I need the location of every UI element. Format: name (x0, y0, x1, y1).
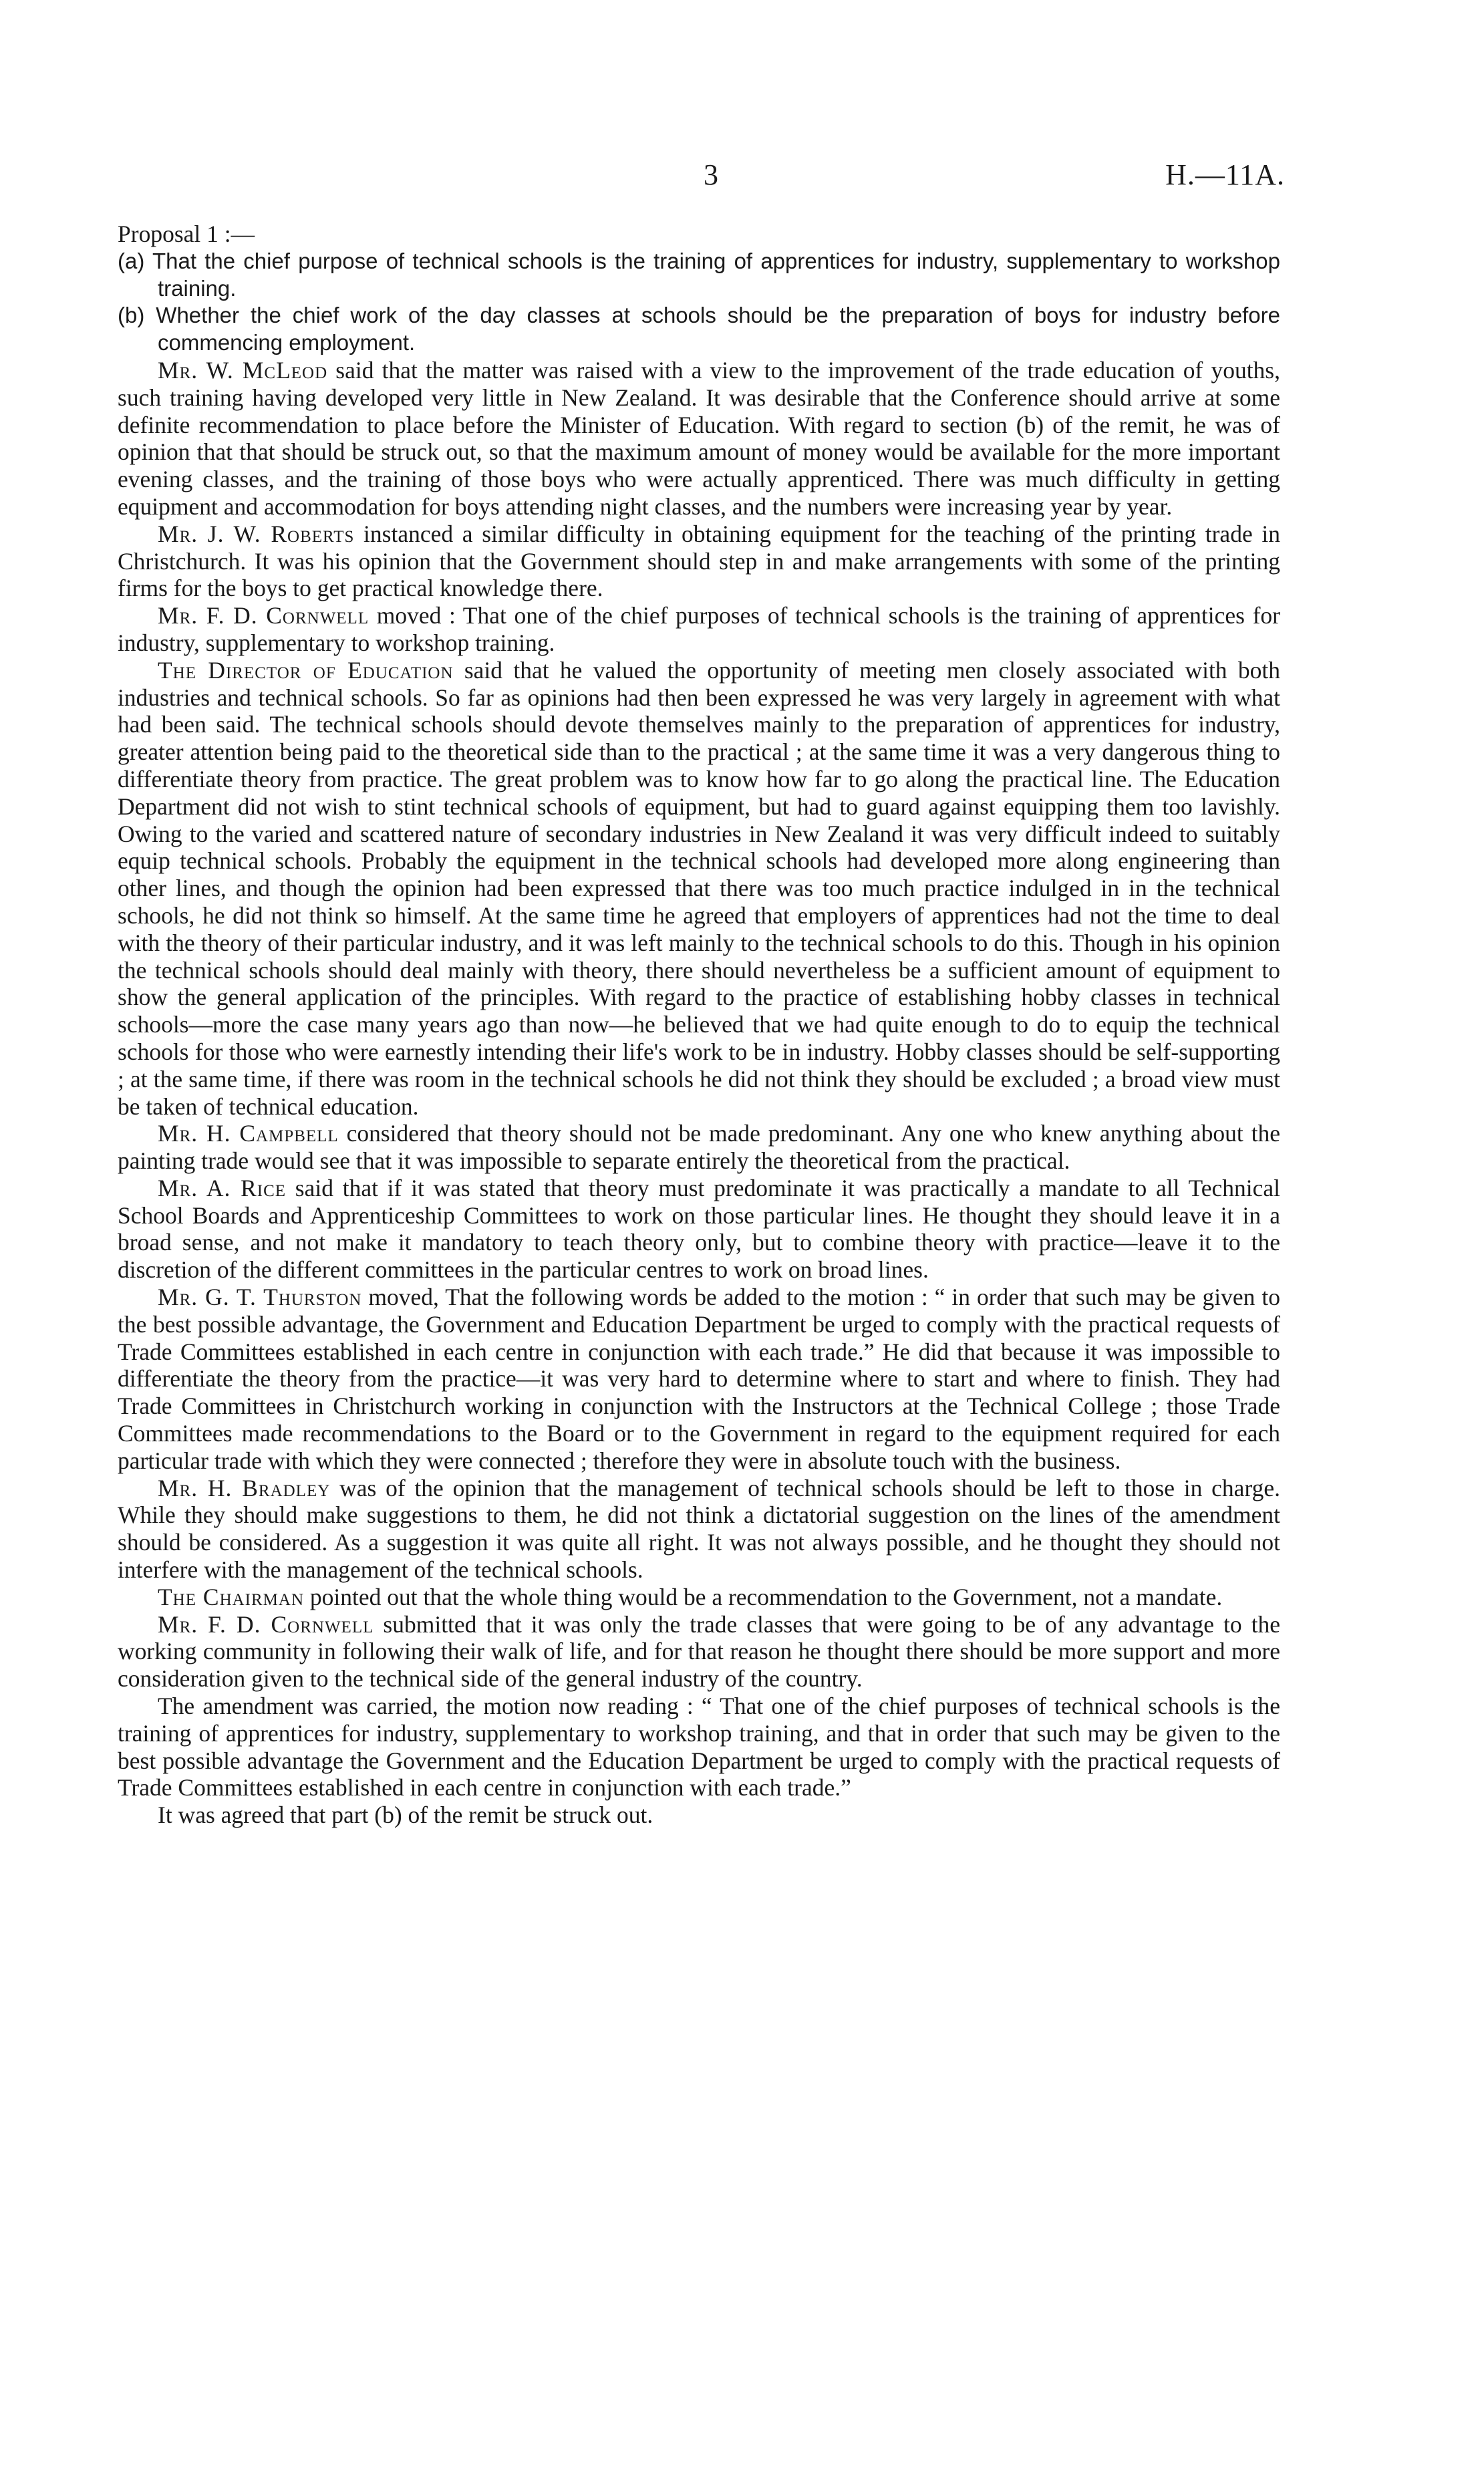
speaker-name: Mr. G. T. Thurston (158, 1284, 362, 1311)
speaker-name: Mr. W. McLeod (158, 356, 328, 384)
proposal-item-a (118, 248, 1280, 303)
paragraph-text: said that if it was stated that theory must predominate it was practically a mandate to all Technical School Boards and Apprenticeship Committees to work on those particular lines. He thought they should leave it in a broad sense, and not make it mandatory to teach theory only, but to combine theory with practice—leave it to the discretion of the different committees in the particular centres to work on broad lines. (118, 1174, 1281, 1284)
paragraph-text: said that he valued the opportunity of meeting men closely associated with both industries and technical schools. So far as opinions had then been expressed he was very largely in agreement with what had been said. The technical schools should devote themselves mainly to the preparation of apprentices for industry, greater attention being paid to the theoretical side than to the practical ; at the same time it was a very dangerous thing to differentiate theory from practice. The great problem was to know how far to go along the practical line. The Education Department did not wish to stint technical schools of equipment, but had to guard against equipping them too lavishly. Owing to the varied and scattered nature of secondary industries in New Zealand it was very difficult indeed to suitably equip technical schools. Probably the equipment in the technical schools had developed more along engineering than other lines, and though the opinion had been expressed that there was too much practice indulged in in the technical schools, he did not think so himself. At the same time he agreed that employers of apprentices had not the time to deal with the theory of their particular industry, and it was left mainly to the technical schools to do this. Though in his opinion the technical schools should deal mainly with theory, there should nevertheless be a sufficient amount of equipment to show the general application of the principles. With regard to the practice of establishing hobby classes in technical schools—more the case many years ago than now—he believed that we had quite enough to do to equip the technical schools for those who were earnestly intending their life's work to be in industry. Hobby classes should be self-supporting ; at the same time, if there was room in the technical schools he did not think they should be excluded ; a broad view must be taken of technical education. (118, 656, 1280, 1120)
speaker-name: Mr. H. Bradley (158, 1474, 331, 1501)
proposal-item-text: That the chief purpose of technical schools is the training of apprentices for industry, supplementary to workshop training. (152, 248, 1280, 301)
paragraph-text: said that the matter was raised with a view to the improvement of the trade education of youths, such training having developed very little in New Zealand. It was desirable that the Conference should arrive at some definite recommendation to place before the Minister of Education. With regard to section (b) of the remit, he was of opinion that that should be struck out, so that the maximum amount of money would be available for the more important evening classes, and the training of those boys who were actually apprenticed. There was much difficulty in getting equipment and accommodation for boys attending night classes, and the numbers were increasing year by year. (118, 356, 1280, 520)
paragraph-text: It was agreed that part (b) of the remit be struck out. (158, 1801, 653, 1829)
paragraph-text: was of the opinion that the management of technical schools should be left to those in charge. While they should make suggestions to them, he did not think a dictatorial suggestion on the lines of the amendment should be considered. As a suggestion it was quite all right. It was not always possible, and he thought they should not interfere with the management of the technical schools. (118, 1474, 1281, 1584)
paragraph (118, 1120, 1280, 1175)
paragraph-text: moved : That one of the chief purposes of technical schools is the training of apprentices for industry, supplementary to workshop training. (118, 602, 1280, 656)
proposal-item-marker: (b) (118, 303, 145, 328)
speaker-name: Mr. F. D. Cornwell (158, 1610, 374, 1638)
paragraph (118, 1175, 1280, 1284)
paragraph-text: submitted that it was only the trade classes that were going to be of any advantage to the working community in following their walk of life, and for that reason he thought there should be more support and more consideration given to the technical side of the general industry of the country. (118, 1610, 1280, 1693)
paragraph-text: considered that theory should not be made predominant. Any one who knew anything about the painting trade would see that it was impossible to separate entirely the theoretical from the practical. (118, 1120, 1281, 1175)
proposal-label: Proposal 1 :— (118, 221, 255, 247)
paragraph-text: pointed out that the whole thing would be a recommendation to the Government, not a mandate. (304, 1583, 1223, 1610)
paragraph (118, 602, 1280, 657)
speaker-name: Mr. F. D. Cornwell (158, 602, 369, 629)
proposal-item-b (118, 302, 1280, 357)
paragraph (118, 521, 1280, 602)
speaker-name: Mr. J. W. Roberts (158, 520, 355, 547)
paragraph (118, 1693, 1280, 1801)
page-number: 3 (704, 158, 718, 191)
paragraph (118, 1475, 1280, 1584)
document-reference: H.—11A. (1165, 158, 1285, 191)
paragraph (118, 1611, 1280, 1693)
speaker-name: Mr. A. Rice (158, 1174, 287, 1201)
paragraph-text: instanced a similar difficulty in obtaining equipment for the teaching of the printing trade in Christchurch. It was his opinion that the Government should step in and make arrangements with some of the printing firms for the boys to get practical knowledge there. (118, 520, 1280, 602)
paragraph (118, 657, 1280, 1121)
paragraph (118, 357, 1280, 521)
paragraph-text: The amendment was carried, the motion now reading : “ That one of the chief purposes of technical schools is the training of apprentices for industry, supplementary to workshop training, and that in order that such may be given to the best possible advantage the Government and the Education Department be urged to comply with the practical requests of Trade Committees established in each centre in conjunction with each trade.” (118, 1693, 1280, 1801)
speaker-name: The Chairman (158, 1583, 305, 1610)
paragraph (118, 1584, 1280, 1611)
proposal-item-text: Whether the chief work of the day classes at schools should be the preparation of boys for industry before commencing employment. (156, 303, 1281, 355)
paragraph (118, 1284, 1280, 1475)
proposal-item-marker: (a) (118, 248, 145, 273)
paragraph-text: moved, That the following words be added to the motion : “ in order that such may be given to the best possible advantage, the Government and Education Department be urged to comply with the practical requests of Trade Committees established in each centre in conjunction with each trade.” He did that because it was impossible to differentiate the theory from the practice—it was very hard to determine where to start and where to finish. They had Trade Committees in Christchurch working in conjunction with the Instructors at the Technical College ; those Trade Committees made recommendations to the Board or to the Government in regard to the equipment required for each particular trade with which they were connected ; therefore they were in absolute touch with the business. (118, 1284, 1280, 1474)
speaker-name: The Director of Education (158, 656, 454, 684)
document-body (118, 221, 1280, 1829)
paragraph (118, 1801, 1280, 1829)
speaker-name: Mr. H. Campbell (158, 1120, 339, 1147)
